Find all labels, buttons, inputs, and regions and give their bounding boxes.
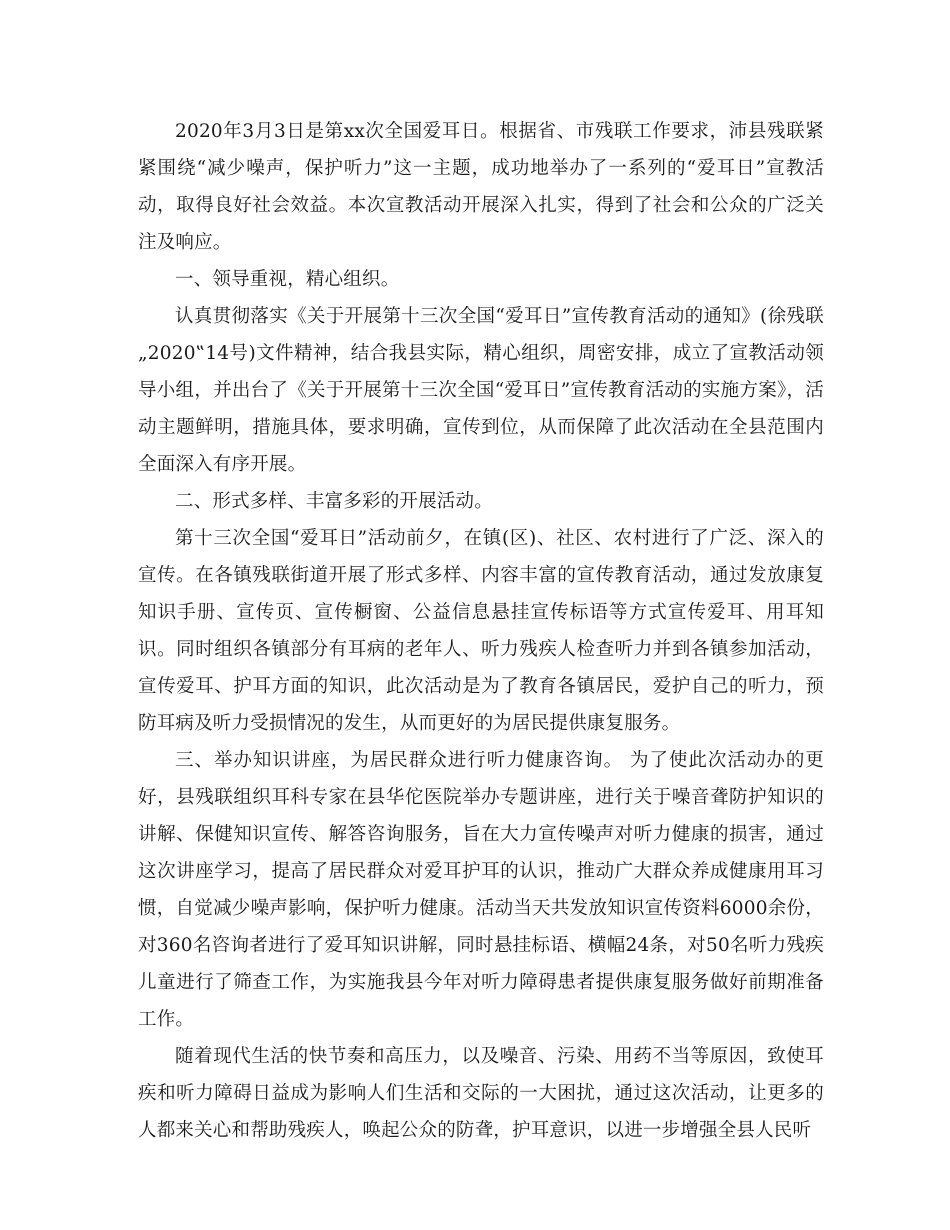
intro-paragraph: 2020年3月3日是第xx次全国爱耳日。根据省、市残联工作要求，沛县残联紧紧围绕“减少噪声，保护听力”这一主题，成功地举办了一系列的“爱耳日”宣教活动，取得良好社会效益。本次宣教活动开展深入扎实，得到了社会和公众的广泛关注及响应。: [138, 121, 824, 253]
section-2-paragraph: 第十三次全国“爱耳日”活动前夕，在镇(区)、社区、农村进行了广泛、深入的宣传。在各镇残联街道开展了形式多样、内容丰富的宣传教育活动，通过发放康复知识手册、宣传页、宣传橱窗、公益信息悬挂宣传标语等方式宣传爱耳、用耳知识。同时组织各镇部分有耳病的老年人、听力残疾人检查听力并到各镇参加活动，宣传爱耳、护耳方面的知识，此次活动是为了教育各镇居民，爱护自己的听力，预防耳病及听力受损情况的发生，从而更好的为居民提供康复服务。: [138, 528, 824, 734]
closing-paragraph: 随着现代生活的快节奏和高压力，以及噪音、污染、用药不当等原因，致使耳疾和听力障碍日益成为影响人们生活和交际的一大困扰，通过这次活动，让更多的人都来关心和帮助残疾人，唤起公众的防聋，护耳意识，以进一步增强全县人民听: [138, 1046, 824, 1141]
section-heading-2: 二、形式多样、丰富多彩的开展活动。: [175, 491, 493, 512]
section-heading-1: 一、领导重视，精心组织。: [175, 269, 400, 290]
section-1-paragraph: 认真贯彻落实《关于开展第十三次全国“爱耳日”宣传教育活动的通知》(徐残联„2020‟14号)文件精神，结合我县实际，精心组织，周密安排，成立了宣教活动领导小组，并出台了《关于开展第十三次全国“爱耳日”宣传教育活动的实施方案》，活动主题鲜明，措施具体，要求明确，宣传到位，从而保障了此次活动在全县范围内全面深入有序开展。: [138, 306, 824, 475]
document-body: [138, 113, 824, 1149]
section-3-paragraph: 三、举办知识讲座，为居民群众进行听力健康咨询。 为了使此次活动办的更好，县残联组织耳科专家在县华佗医院举办专题讲座，进行关于噪音聋防护知识的讲解、保健知识宣传、解答咨询服务，旨在大力宣传噪声对听力健康的损害，通过这次讲座学习，提高了居民群众对爱耳护耳的认识，推动广大群众养成健康用耳习惯，自觉减少噪声影响，保护听力健康。活动当天共发放知识宣传资料6000余份，对360名咨询者进行了爱耳知识讲解，同时悬挂标语、横幅24条，对50名听力残疾儿童进行了筛查工作，为实施我县今年对听力障碍患者提供康复服务做好前期准备工作。: [138, 750, 824, 1030]
